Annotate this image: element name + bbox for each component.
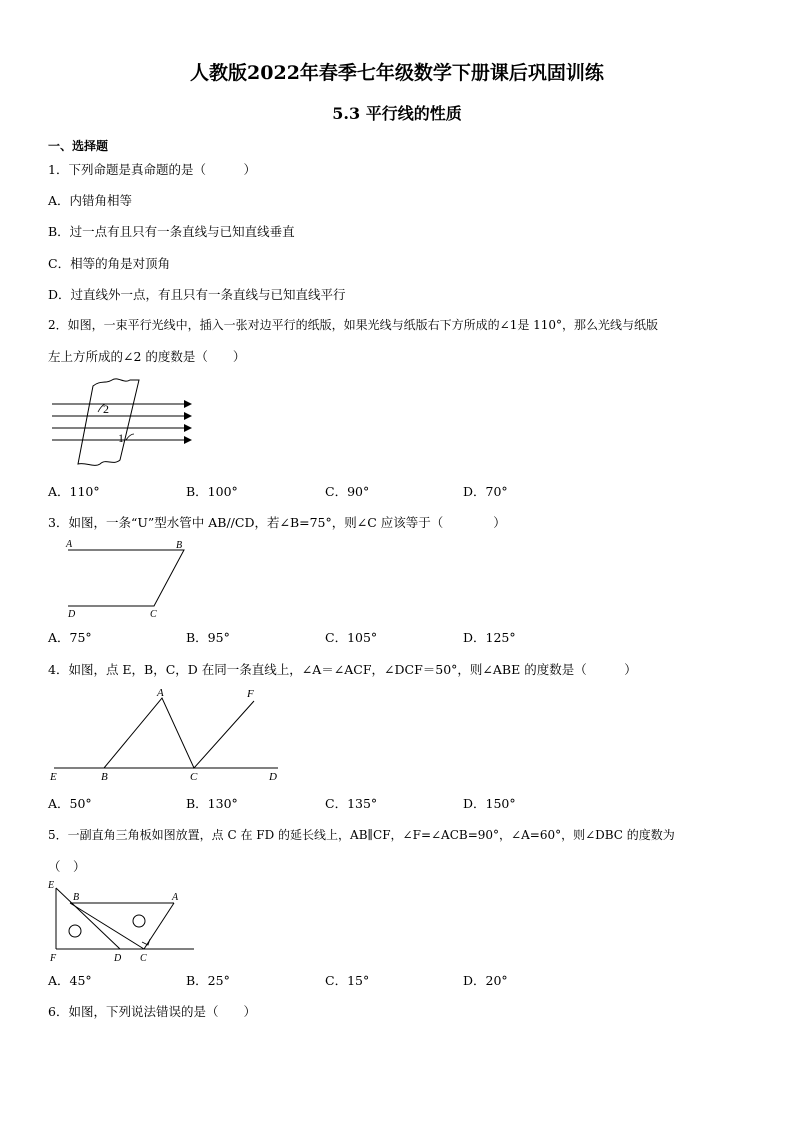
angle-2-label: 2: [103, 402, 109, 416]
u-pipe-outline: [68, 550, 184, 606]
paper-board-shape: [78, 379, 139, 466]
section-heading: 一、选择题: [48, 139, 109, 153]
question-5-option-d: D．20°: [463, 973, 508, 988]
question-2-option-a: A．110°: [48, 484, 100, 499]
question-5-option-b: B．25°: [186, 973, 230, 988]
question-3-option-c: C．105°: [325, 630, 378, 645]
question-5-stem-line1: 5．一副直角三角板如图放置，点 C 在 FD 的延长线上，AB∥CF，∠F=∠ACB=90°，∠A=60°，则∠DBC 的度数为: [48, 828, 675, 842]
question-4-option-a: A．50°: [48, 796, 92, 811]
point-a-label: A: [66, 539, 73, 550]
question-2-stem-line2: 左上方所成的∠2 的度数是（ ）: [48, 349, 246, 364]
document-title: 人教版2022年春季七年级数学下册课后巩固训练: [190, 62, 604, 84]
point-e-label: E: [50, 771, 57, 783]
point-e-label: E: [48, 880, 55, 891]
point-c-label: C: [140, 953, 147, 964]
question-1-stem: 1．下列命题是真命题的是（ ）: [48, 162, 256, 177]
question-4-stem: 4．如图，点 E，B，C，D 在同一条直线上，∠A＝∠ACF，∠DCF＝50°，则∠ABE 的度数是（ ）: [48, 662, 637, 677]
point-c-label: C: [190, 771, 198, 783]
point-c-label: C: [150, 609, 157, 620]
question-2-option-b: B．100°: [186, 484, 238, 499]
question-3-stem: 3．如图，一条“U”型水管中 AB//CD，若∠B=75°，则∠C 应该等于（ ）: [48, 515, 506, 530]
question-5-option-c: C．15°: [325, 973, 370, 988]
triangle-hole-circle: [133, 915, 145, 927]
question-2-option-d: D．70°: [463, 484, 508, 499]
triangle-hole-circle: [69, 925, 81, 937]
question-1-option-a: A．内错角相等: [48, 193, 133, 208]
question-2-option-c: C．90°: [325, 484, 370, 499]
point-f-label: F: [50, 953, 57, 964]
point-d-label: D: [68, 609, 76, 620]
question-5-option-a: A．45°: [48, 973, 92, 988]
question-2-stem-line1: 2．如图，一束平行光线中，插入一张对边平行的纸版，如果光线与纸版右下方所成的∠1是 110°，那么光线与纸版: [48, 318, 659, 332]
right-angle-mark: [142, 939, 150, 945]
question-3-option-a: A．75°: [48, 630, 92, 645]
segments-ba-ac-cf: [104, 698, 254, 768]
point-b-label: B: [73, 892, 80, 903]
question-4-option-d: D．150°: [463, 796, 516, 811]
question-3-figure: [60, 536, 200, 620]
question-4-option-b: B．130°: [186, 796, 238, 811]
question-3-option-b: B．95°: [186, 630, 230, 645]
question-1-option-b: B．过一点有且只有一条直线与已知直线垂直: [48, 224, 295, 239]
question-4-option-c: C．135°: [325, 796, 378, 811]
question-2-figure: [48, 374, 198, 470]
segment-bc: [70, 903, 144, 949]
question-5-figure: [44, 876, 204, 966]
point-a-label: A: [172, 892, 179, 903]
point-f-label: F: [247, 688, 254, 700]
question-1-option-d: D．过直线外一点，有且只有一条直线与已知直线平行: [48, 287, 346, 302]
document-subtitle: 5.3 平行线的性质: [332, 104, 462, 123]
question-4-figure: [46, 684, 286, 784]
point-b-label: B: [101, 771, 108, 783]
question-1-option-c: C．相等的角是对顶角: [48, 256, 171, 271]
question-3-option-d: D．125°: [463, 630, 516, 645]
angle-1-arc: [126, 434, 134, 440]
point-a-label: A: [157, 687, 164, 699]
point-d-label: D: [269, 771, 277, 783]
segment-ed: [56, 888, 120, 949]
point-d-label: D: [114, 953, 122, 964]
question-6-stem: 6．如图，下列说法错误的是（ ）: [48, 1004, 256, 1019]
question-5-stem-line2: （ ）: [48, 859, 86, 874]
point-b-label: B: [176, 540, 183, 551]
angle-1-label: 1: [118, 431, 124, 445]
segment-ac: [144, 903, 174, 949]
